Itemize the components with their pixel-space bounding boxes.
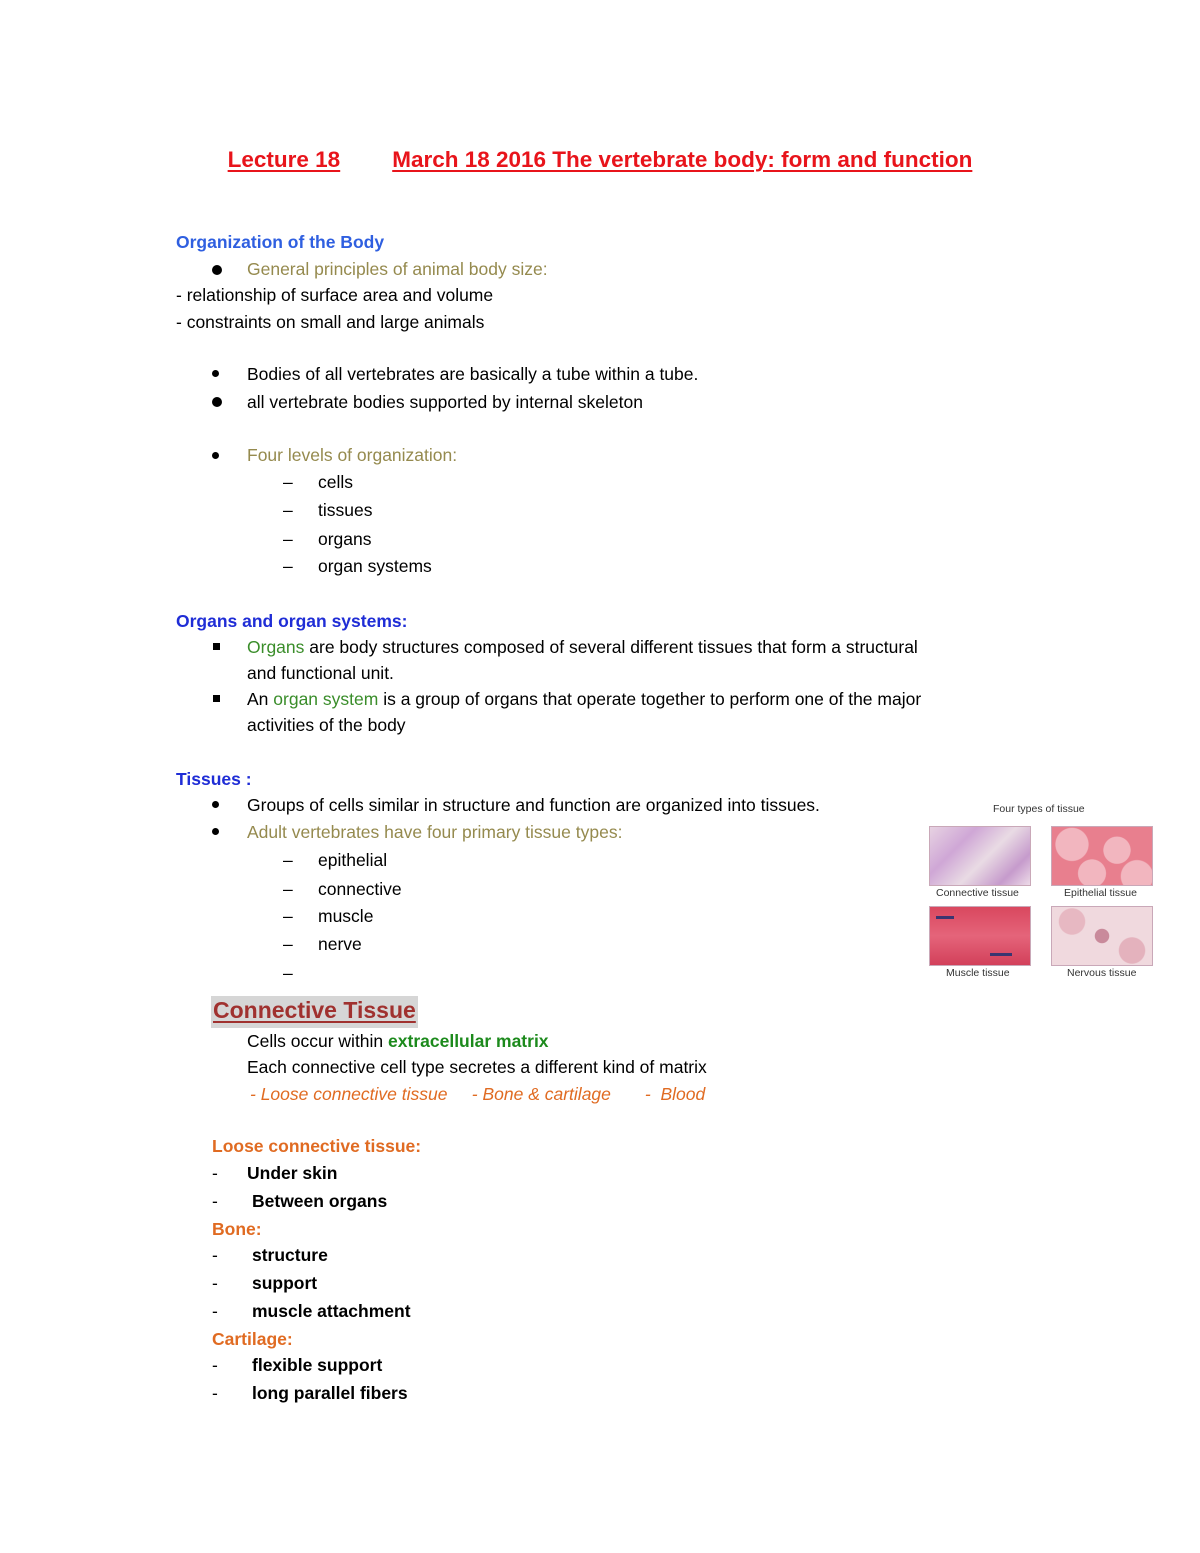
bullet-icon [212, 801, 219, 808]
tissues-groups-statement: Groups of cells similar in structure and function are organized into tissues. [247, 795, 820, 815]
tissue-type-item: nerve [318, 934, 362, 954]
principle-constraints: - constraints on small and large animals [176, 312, 485, 332]
matrix-statement [247, 1031, 549, 1052]
dash-icon: – [283, 963, 293, 983]
organ-system-text: is a group of organs that operate together to perform one of the major [378, 689, 922, 709]
connective-tissue-image [929, 826, 1031, 886]
dash-icon: - [212, 1245, 218, 1265]
extracellular-matrix-term: extracellular matrix [388, 1031, 549, 1051]
organs-definition-text: are body structures composed of several different tissues that form a structural [304, 637, 918, 657]
dash-icon: – [283, 529, 293, 549]
nervous-tissue-image [1051, 906, 1153, 966]
dash-icon: – [283, 500, 293, 520]
dash-icon: – [283, 906, 293, 926]
dash-icon: – [283, 472, 293, 492]
organ-system-definition-cont: activities of the body [247, 715, 406, 735]
organs-definition [247, 637, 918, 658]
bone-item: structure [252, 1245, 328, 1265]
organs-definition-cont: and functional unit. [247, 663, 394, 683]
bone-item: muscle attachment [252, 1301, 411, 1321]
loose-item: Under skin [247, 1163, 338, 1183]
nucleus-mark [936, 916, 954, 919]
matrix-secretion-statement: Each connective cell type secretes a different kind of matrix [247, 1057, 707, 1077]
dash-icon: - [212, 1273, 218, 1293]
level-item: organs [318, 529, 372, 549]
tissue-types-label: Adult vertebrates have four primary tissue types: [247, 822, 623, 842]
skeleton-statement: all vertebrate bodies supported by internal skeleton [247, 392, 643, 412]
title-topic: March 18 2016 The vertebrate body: form and function [392, 147, 973, 172]
bone-item: support [252, 1273, 318, 1293]
bullet-icon [212, 828, 219, 835]
levels-label: Four levels of organization: [247, 445, 458, 465]
bullet-icon [212, 452, 219, 459]
dash-icon: - [212, 1383, 218, 1403]
dash-icon: - [212, 1191, 218, 1211]
bullet-icon [212, 265, 222, 275]
bullet-icon [212, 370, 219, 377]
cartilage-heading: Cartilage: [212, 1329, 293, 1349]
figure-caption: Muscle tissue [946, 967, 1010, 979]
dash-icon: - [212, 1163, 218, 1183]
square-bullet-icon [213, 695, 220, 702]
level-item: organ systems [318, 556, 432, 576]
figure-title: Four types of tissue [993, 803, 1085, 815]
cartilage-item: long parallel fibers [252, 1383, 408, 1403]
connective-types-line: - Loose connective tissue - Bone & cartilage - Blood [250, 1084, 706, 1104]
loose-connective-heading: Loose connective tissue: [212, 1136, 422, 1156]
nucleus-mark [990, 953, 1012, 956]
dash-icon: - [212, 1355, 218, 1375]
tissue-type-item: muscle [318, 906, 374, 926]
tissue-type-item: connective [318, 879, 402, 899]
dash-icon: - [212, 1301, 218, 1321]
dash-icon: – [283, 850, 293, 870]
tube-statement: Bodies of all vertebrates are basically a tube within a tube. [247, 364, 699, 384]
figure-caption: Connective tissue [936, 887, 1019, 899]
matrix-statement-pre: Cells occur within [247, 1031, 389, 1051]
page-title [0, 146, 1200, 173]
organ-system-definition [247, 689, 921, 710]
level-item: tissues [318, 500, 373, 520]
square-bullet-icon [213, 643, 220, 650]
principles-label: General principles of animal body size: [247, 259, 548, 279]
dash-icon: – [283, 934, 293, 954]
tissues-heading: Tissues : [176, 769, 252, 789]
title-lecture: Lecture 18 [227, 147, 341, 172]
level-item: cells [318, 472, 354, 492]
figure-caption: Nervous tissue [1067, 967, 1137, 979]
loose-item: Between organs [252, 1191, 388, 1211]
tissue-type-item: epithelial [318, 850, 388, 870]
muscle-tissue-image [929, 906, 1031, 966]
organ-system-term: organ system [273, 689, 379, 709]
principle-surface-area: - relationship of surface area and volume [176, 285, 494, 305]
cartilage-item: flexible support [252, 1355, 383, 1375]
organ-system-pre: An [247, 689, 274, 709]
bone-heading: Bone: [212, 1219, 262, 1239]
figure-caption: Epithelial tissue [1064, 887, 1137, 899]
epithelial-tissue-image [1051, 826, 1153, 886]
dash-icon: – [283, 879, 293, 899]
connective-tissue-heading: Connective Tissue [211, 996, 418, 1028]
organization-heading: Organization of the Body [176, 232, 385, 252]
bullet-icon [212, 397, 222, 407]
organs-term: Organs [247, 637, 305, 657]
organs-heading: Organs and organ systems: [176, 611, 408, 631]
dash-icon: – [283, 556, 293, 576]
